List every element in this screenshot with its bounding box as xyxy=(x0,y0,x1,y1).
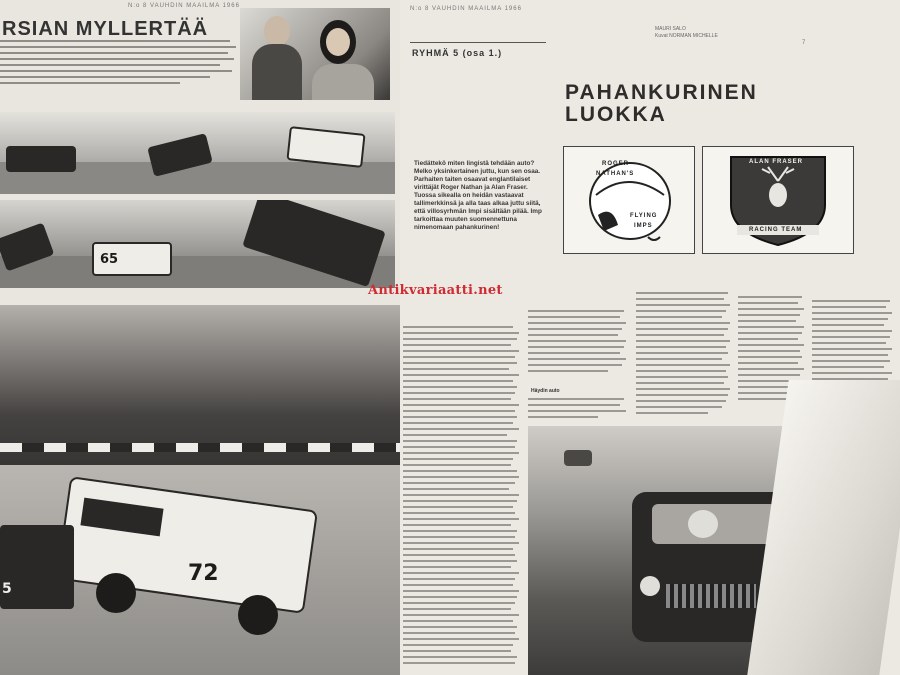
track-barrier xyxy=(0,443,400,452)
byline xyxy=(655,26,718,40)
logo-nathans: NATHAN'S xyxy=(596,171,635,177)
byline-photos: Kuvat NORMAN MICHELLE xyxy=(655,33,718,39)
right-page xyxy=(400,0,900,675)
roger-nathan-logo xyxy=(563,146,695,254)
flying-imp-helmet-icon xyxy=(578,155,678,247)
headline-line-2: LUOKKA xyxy=(565,103,667,126)
page-curl xyxy=(747,380,900,675)
crash-photo-bottom xyxy=(0,200,395,288)
logo-racing-team: RACING TEAM xyxy=(749,227,803,233)
crash-photo-top xyxy=(0,112,395,194)
body-column-1 xyxy=(403,326,521,668)
race-number-72: 72 xyxy=(188,561,219,586)
body-column-3 xyxy=(636,292,732,418)
intro-paragraph: Tiedättekö miten lingistä tehdään auto? Melko yksinkertainen juttu, kun sen osaa. Parhaiten taiten osaavat englantilaiset virittäjät Roger Nathan ja Alan Fraser. Tuossa sikealla on heidän vastaavat tallimerkkinsä ja alla taas alkaa juttu siitä, että villosyrhmän Impi sisältään pilää. Imp tarkoittaa muuten suomennettuna nimenomaan pahankurinen! xyxy=(414,160,542,231)
logo-roger: ROGER xyxy=(602,161,630,167)
page-number: 7 xyxy=(802,40,807,46)
crowd-photo xyxy=(0,305,400,675)
left-running-head: N:o 8 VAUHDIN MAAILMA 1966 xyxy=(128,3,240,9)
subhead-haydin-auto: Häydin auto xyxy=(531,388,560,394)
race-number-65: 65 xyxy=(100,252,119,267)
logo-imps: IMPS xyxy=(634,223,653,229)
body-column-2b xyxy=(528,398,628,422)
body-column-2 xyxy=(528,310,628,376)
byline-author: MAURI SALO xyxy=(655,26,686,32)
alan-fraser-logo xyxy=(702,146,854,254)
watermark-text: Antikvariaatti.net xyxy=(368,283,503,298)
section-rule xyxy=(410,42,546,43)
section-label: RYHMÄ 5 (osa 1.) xyxy=(412,48,503,58)
left-page xyxy=(0,0,400,675)
headline-line-1: PAHANKURINEN xyxy=(565,81,758,104)
logo-flying: FLYING xyxy=(630,213,658,219)
left-intro-text xyxy=(0,40,240,88)
race-number-5: 5 xyxy=(2,581,12,597)
left-headline: RSIAN MYLLERTÄÄ xyxy=(2,18,209,40)
right-running-head: N:o 8 VAUHDIN MAAILMA 1966 xyxy=(410,6,522,12)
portrait-photo xyxy=(240,8,390,100)
article-headline xyxy=(565,82,758,126)
logo-alan-fraser: ALAN FRASER xyxy=(749,159,803,165)
